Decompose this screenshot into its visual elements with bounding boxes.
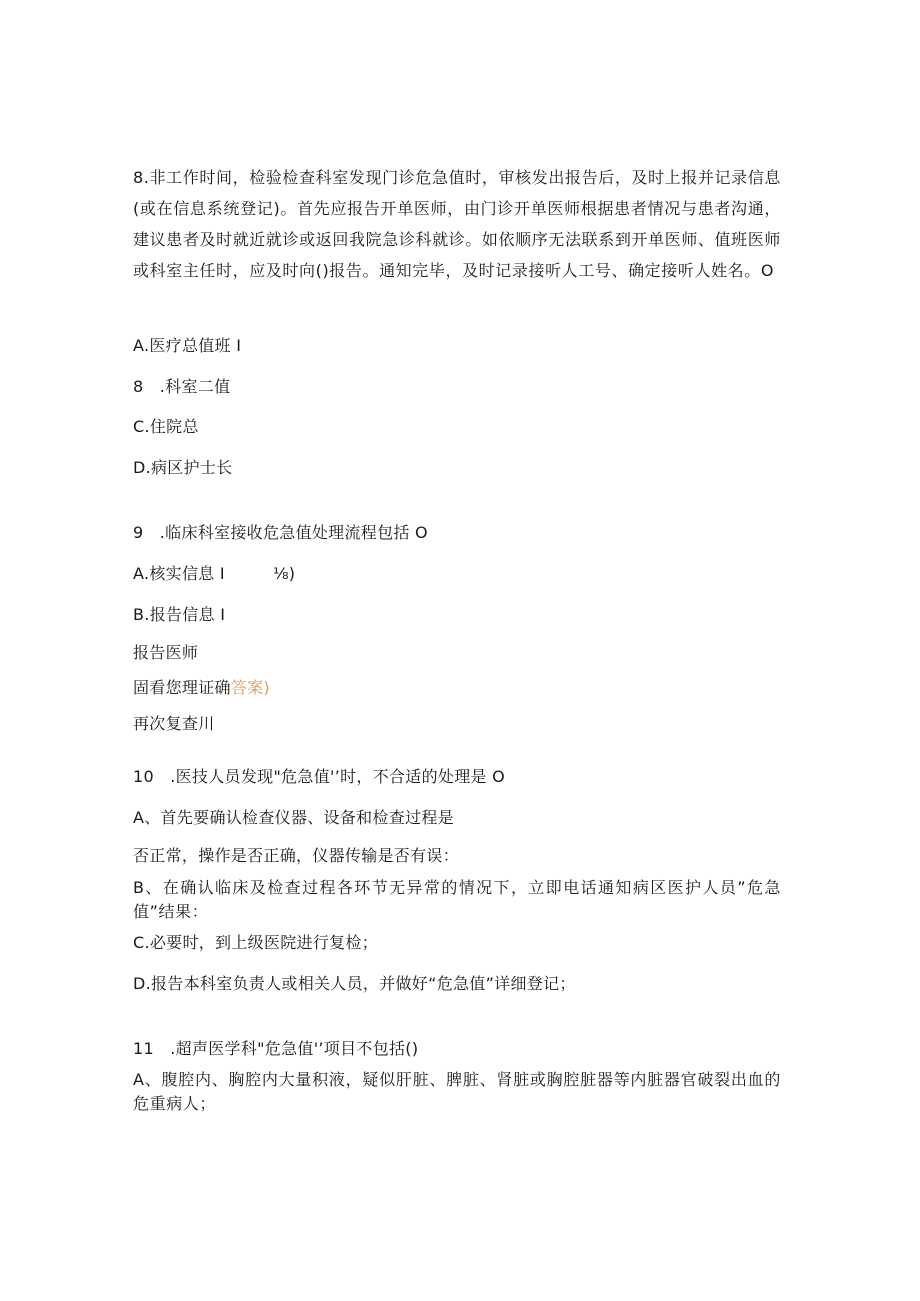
question-9-line-answer-prefix: 固看您理证确	[133, 678, 231, 697]
question-8-option-c: C.住院总	[133, 417, 199, 436]
question-9-option-b: B.报告信息 I	[133, 605, 226, 624]
question-11-stem: 11 .超声医学科"危急值'’项目不包括()	[133, 1039, 419, 1058]
question-9-line-answer	[133, 678, 270, 698]
question-8-option-a: A.医疗总值班 I	[133, 336, 242, 355]
question-9-line-recheck: 再次复查川	[133, 714, 215, 733]
question-9-stem: 9 .临床科室接收危急值处理流程包括 O	[133, 523, 428, 542]
question-10-option-a-line1: A、首先要确认检查仪器、设备和检查过程是	[133, 808, 454, 827]
question-10-option-b: B、在确认临床及检查过程各环节无异常的情况下，立即电话通知病区医护人员”危急值”结果：	[133, 878, 781, 921]
question-10-option-a-line2: 否正常，操作是否正确，仪器传输是否有误：	[133, 846, 460, 865]
answer-label: 答案)	[230, 678, 270, 697]
question-10-option-c: C.必要时，到上级医院进行复检；	[133, 933, 379, 952]
question-8-option-b: 8 .科室二值	[133, 377, 231, 396]
question-8-stem: 8.非工作时间，检验检查科室发现门诊危急值时，审核发出报告后，及时上报并记录信息(或在信息系统登记)。首先应报告开单医师，由门诊开单医师根据患者情况与患者沟通，建议患者及时就近就诊或返回我院急诊科就诊。如依顺序无法联系到开单医师、值班医师或科室主任时，应及时向()报告。通知完毕，及时记录接听人工号、确定接听人姓名。O	[133, 168, 781, 280]
question-10-option-d: D.报告本科室负责人或相关人员，并做好“危急值”详细登记；	[133, 974, 576, 993]
question-9-option-a-tail: ⅛)	[272, 564, 296, 583]
question-9-option-a: A.核实信息 I	[133, 564, 225, 583]
question-9-line-report-doctor: 报告医师	[133, 643, 199, 662]
question-9-option-a-line	[133, 564, 295, 584]
question-10-stem: 10 .医技人员发现"危急值'’时，不合适的处理是 O	[133, 767, 506, 786]
question-11-option-a: A、腹腔内、胸腔内大量积液，疑似肝脏、脾脏、肾脏或胸腔脏器等内脏器官破裂出血的危重病人；	[133, 1070, 781, 1113]
question-8-option-d: D.病区护士长	[133, 458, 233, 477]
